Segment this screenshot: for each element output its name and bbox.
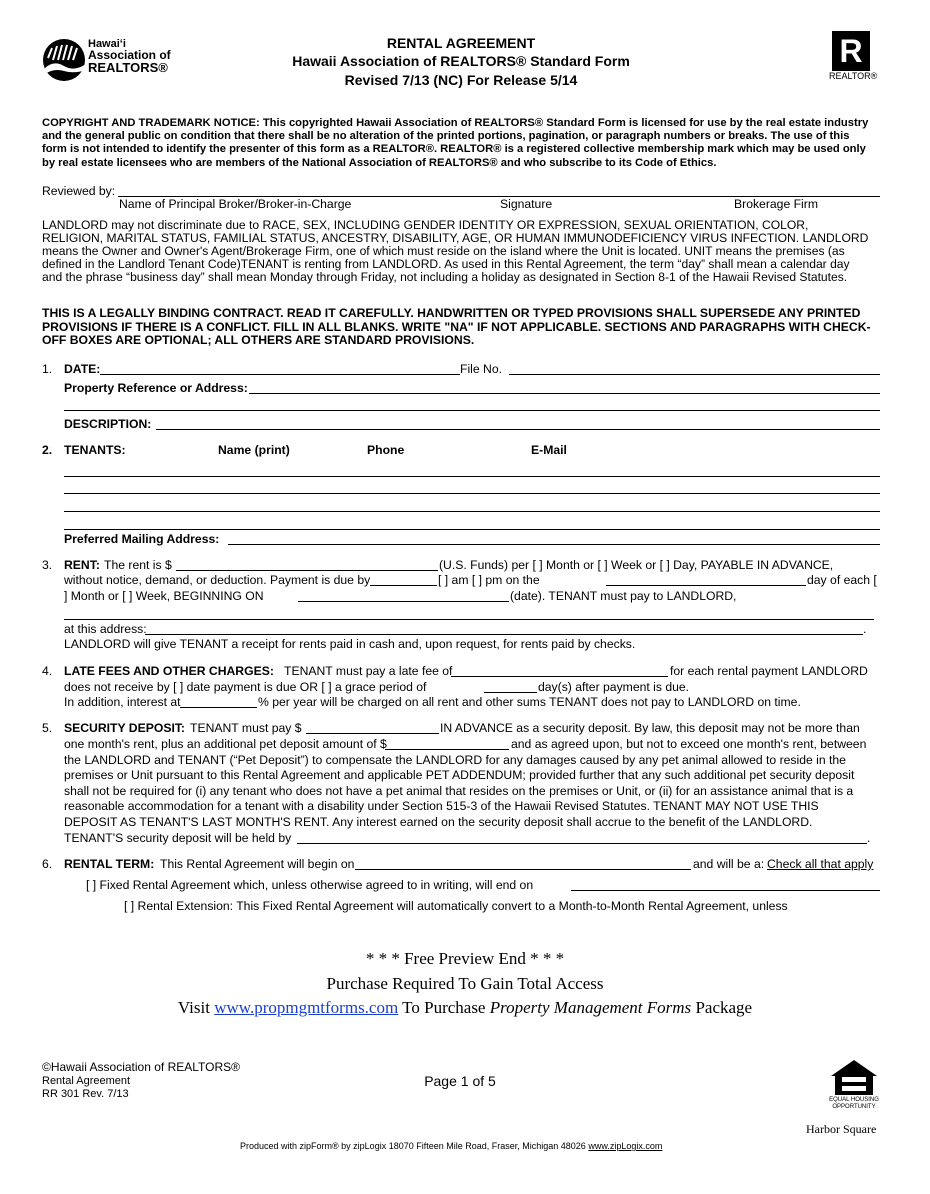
tenant-name-header: Name (print) [218,443,290,457]
tenant-phone-header: Phone [367,443,405,457]
interest-text: In addition, interest at [64,695,181,709]
deposit-line-7: DEPOSIT AS TENANT'S LAST MONTH'S RENT. Any interest earned on the security deposit shall accrue to the benefit of the LANDLORD. [64,815,813,829]
footer-copyright: ©Hawaii Association of REALTORS® [42,1060,240,1074]
logo-hawaii-text: Hawaiʻi [88,38,126,50]
fixed-rental-checkbox-text[interactable]: [ ] Fixed Rental Agreement which, unless otherwise agreed to in writing, will end on [86,878,534,892]
copyright-notice: COPYRIGHT AND TRADEMARK NOTICE: This copyrighted Hawaii Association of REALTORS® Standard Form is licensed for use by the real estate industry and the general public on condition that there shall be no alteration of the printed portions, pagination, or paragraph numbers or breaks. The use of this form is not intended to identify the presenter of this form as a REALTOR®. REALTOR® is a registered collective membership mark which may be used only by real estate licensees who are members of the National Association of REALTORS® and who subscribe to its Code of Ethics. [42,117,869,169]
property-address-field[interactable] [249,393,880,394]
fixed-rental-end-date-field[interactable] [571,890,880,891]
late-fee-each-text: for each rental payment LANDLORD [670,664,868,678]
tenants-label: TENANTS: [64,443,126,457]
file-no-field[interactable] [509,374,880,375]
equal-housing-house-icon [829,1058,879,1096]
agreement-begin-date-field[interactable] [355,869,691,870]
deposit-line-3: the LANDLORD and TENANT (“Pet Deposit”) to compensate the LANDLORD for any damages caused by any pet animal allowed to reside in the [64,753,846,767]
propmgmtforms-link[interactable]: www.propmgmtforms.com [214,998,399,1017]
realtor-trademark-logo [829,31,879,83]
footer-form-name: Rental Agreement [42,1075,131,1087]
security-deposit-label: SECURITY DEPOSIT: [64,721,185,735]
section-4-number: 4. [42,664,53,678]
will-be-a-text: and will be a: [693,857,765,871]
deposit-pay-text: TENANT must pay $ [190,721,302,735]
beginning-date-field[interactable] [298,601,509,602]
security-deposit-amount-field[interactable] [306,733,439,734]
footer-form-revision: RR 301 Rev. 7/13 [42,1088,129,1100]
preview-end-text: * * * Free Preview End * * * [365,949,565,968]
days-after-due-text: day(s) after payment is due. [538,680,690,694]
at-this-address-label: at this address: [64,622,147,636]
signature-caption: Signature [500,197,553,211]
section-3-number: 3. [42,558,53,572]
held-by-period: . [867,831,871,845]
day-of-each-text: day of each [ [807,573,877,587]
agreement-begin-text: This Rental Agreement will begin on [160,857,355,871]
pet-deposit-amount-field[interactable] [385,749,509,750]
late-fee-text: TENANT must pay a late fee of [284,664,453,678]
property-address-field-2[interactable] [64,410,880,411]
rental-extension-checkbox-text[interactable]: [ ] Rental Extension: This Fixed Rental Agreement will automatically convert to a Month-to-Month Rental Agreement, unless [124,899,788,913]
am-pm-text: [ ] am [ ] pm on the [438,573,540,587]
discrimination-notice: LANDLORD may not discriminate due to RACE, SEX, INCLUDING GENDER IDENTITY OR EXPRESSION, SEXUAL ORIENTATION, COLOR, RELIGION, MARITAL STATUS, FAMILIAL STATUS, ANCESTRY, DISABILITY, AGE, OR HUMAN IMMUNODEFICIENCY VIRUS INFECTION. LANDLORD means the Owner and Owner's Agent/Brokerage Firm, one of which must reside on the island where the Unit is located. UNIT means the premises (as defined in the Landlord Tenant Code)TENANT is renting from LANDLORD. As used in this Rental Agreement, the term “day” shall mean a calendar day and the phrase “business day” shall mean Monday through Friday, not including a holiday as designated in Section 8-1 of the Hawaii Revised Statutes. [42,218,869,285]
deposit-held-by-field[interactable] [297,843,867,844]
check-all-that-apply-text: Check all that apply [767,857,874,871]
purchase-required-text: Purchase Required To Gain Total Access [326,974,604,993]
rent-amount-field[interactable] [176,570,438,571]
section-2-number: 2. [42,443,53,457]
payment-day-field[interactable] [606,585,806,586]
grace-period-text: does not receive by [ ] date payment is due OR [ ] a grace period of [64,680,427,694]
payment-due-time-field[interactable] [370,585,437,586]
section-5-number: 5. [42,721,53,735]
interest-rate-field[interactable] [180,707,257,708]
produced-with-text [240,1140,662,1152]
ziplogix-link[interactable]: www.zipLogix.com [588,1141,663,1151]
harbor-square-text: Harbor Square [806,1122,877,1136]
tenant-line-4[interactable] [64,529,880,530]
equal-housing-text: EQUAL HOUSING [829,1097,879,1103]
pet-deposit-text: one month's rent, plus an additional pet deposit amount of $ [64,737,387,751]
receipt-text: LANDLORD will give TENANT a receipt for rents paid in cash and, upon request, for rents paid by checks. [64,637,636,651]
rent-period-text: (U.S. Funds) per [ ] Month or [ ] Week or [ ] Day, PAYABLE IN ADVANCE, [439,558,834,572]
deposit-line-5: shall not be required for (i) any tenant who does not have a pet animal that resides on the premises or Unit, or (ii) for an assistance animal that is a [64,784,854,798]
rent-label: RENT: [64,558,100,572]
principal-broker-caption: Name of Principal Broker/Broker-in-Charge [119,197,352,211]
payee-field[interactable] [64,619,874,620]
page-number: Page 1 of 5 [424,1073,496,1089]
visit-text: Visit [177,998,215,1017]
produced-with-label: Produced with zipForm® by zipLogix 18070 Fifteen Mile Road, Fraser, Michigan 48026 [240,1141,586,1151]
grace-days-field[interactable] [484,692,537,693]
brokerage-firm-caption: Brokerage Firm [734,197,818,211]
section-6-number: 6. [42,857,53,871]
rent-amount-text: The rent is $ [104,558,172,572]
tenant-line-2[interactable] [64,493,880,494]
description-field[interactable] [156,429,880,430]
binding-contract-notice: THIS IS A LEGALLY BINDING CONTRACT. READ IT CAREFULLY. HANDWRITTEN OR TYPED PROVISIONS SHALL SUPERSEDE ANY PRINTED PROVISIONS IF THERE IS A CONFLICT. FILL IN ALL BLANKS. WRITE "NA" IF NOT APPLICABLE. SECTIONS AND PARAGRAPHS WITH CHECK-OFF BOXES ARE OPTIONAL; ALL OTHERS ARE STANDARD PROVISIONS. [42,306,871,347]
late-fee-field[interactable] [451,676,668,677]
package-text: Package [691,998,753,1017]
deposit-line-6: reasonable accommodation for a tenant with a disability under Section 515-3 of the Hawaii Revised Statutes. TENANT MAY NOT USE THIS [64,799,819,813]
late-fees-label: LATE FEES AND OTHER CHARGES: [64,664,274,678]
date-field[interactable] [100,374,460,375]
address-period: . [863,622,867,636]
section-1-number: 1. [42,362,53,376]
package-name-text: Property Management Forms [489,998,692,1017]
reviewed-by-label: Reviewed by: [42,184,116,198]
logo-association-text: Association of [88,48,171,62]
tenant-line-3[interactable] [64,511,880,512]
tenant-must-pay-text: (date). TENANT must pay to LANDLORD, [510,589,737,603]
tenant-line-1[interactable] [64,476,880,477]
file-no-label: File No. [460,362,502,376]
mailing-address-label: Preferred Mailing Address: [64,532,220,546]
tenant-email-header: E-Mail [531,443,567,457]
date-label: DATE: [64,362,101,376]
opportunity-text: OPPORTUNITY [832,1104,876,1110]
payment-address-field[interactable] [145,634,863,635]
deposit-in-advance-text: IN ADVANCE as a security deposit. By law, this deposit may not be more than [440,721,860,735]
rental-term-label: RENTAL TERM: [64,857,155,871]
mailing-address-field[interactable] [228,544,880,545]
to-purchase-text: To Purchase [398,998,490,1017]
form-revision: Revised 7/13 (NC) For Release 5/14 [344,72,578,88]
beginning-on-text: ] Month or [ ] Week, BEGINNING ON [64,589,264,603]
equal-housing-logo [828,1058,880,1114]
property-address-label: Property Reference or Address: [64,381,248,395]
realtor-caption: REALTOR® [829,71,878,81]
deposit-line-4: premises or Unit pursuant to this Rental Agreement and applicable PET ADDENDUM; provided further that any such additional pet security deposit [64,768,855,782]
visit-purchase-line [0,998,930,1018]
description-label: DESCRIPTION: [64,417,152,431]
pet-deposit-agreed-text: and as agreed upon, but not to exceed one month's rent, between [511,737,867,751]
page-title: RENTAL AGREEMENT [386,35,536,51]
logo-realtors-text: REALTORS® [88,60,168,75]
deposit-held-by-text: TENANT'S security deposit will be held by [64,831,292,845]
interest-per-year-text: % per year will be charged on all rent and other sums TENANT does not pay to LANDLORD on time. [258,695,801,709]
form-subtitle: Hawaii Association of REALTORS® Standard Form [292,53,630,69]
realtor-r-letter: R [839,33,863,69]
payment-due-text: without notice, demand, or deduction. Payment is due by [64,573,371,587]
